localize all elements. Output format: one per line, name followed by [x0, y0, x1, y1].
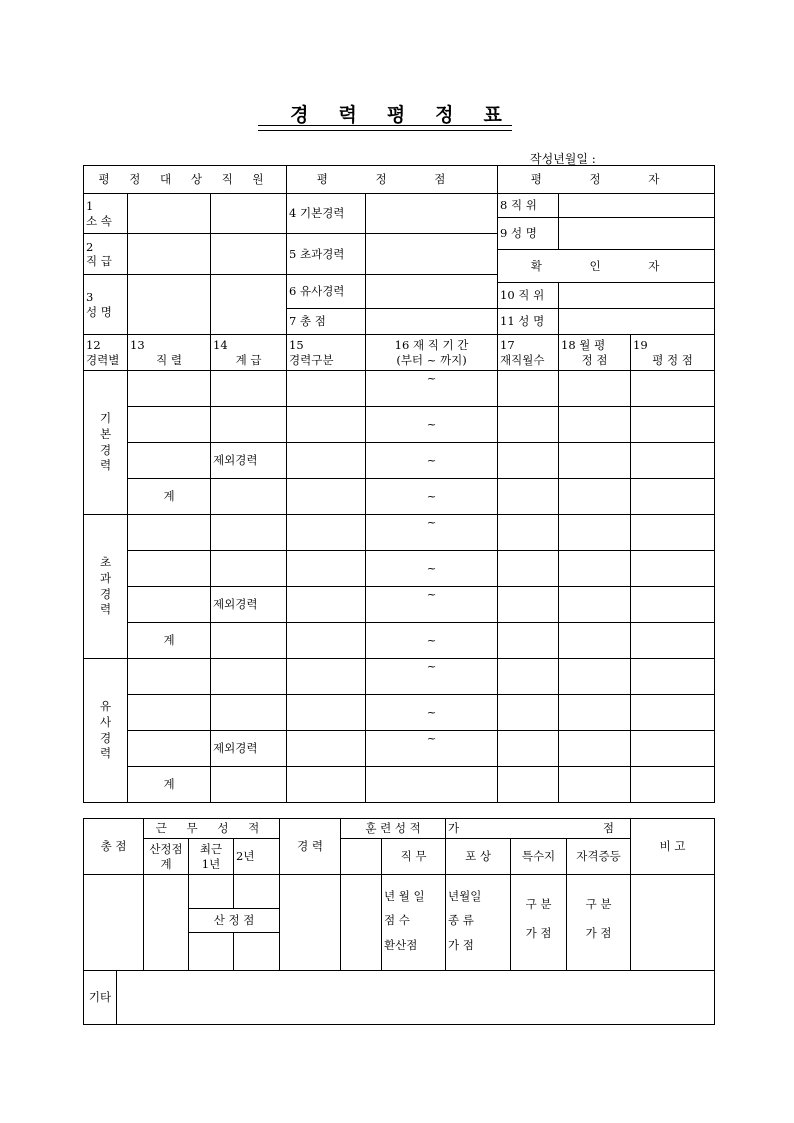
duty-detail: 년 월 일 점 수 환산점 — [382, 875, 446, 971]
training-label: 훈 련 성 적 — [341, 819, 446, 839]
field-grade: 2 직 급 — [84, 234, 128, 275]
cell[interactable] — [631, 443, 715, 479]
cell[interactable] — [287, 623, 366, 659]
period-tilde[interactable]: ~ — [366, 443, 498, 479]
cell[interactable] — [128, 443, 211, 479]
cell[interactable] — [287, 443, 366, 479]
cell[interactable] — [631, 371, 715, 407]
work-performance-label: 근 무 성 적 — [144, 819, 280, 839]
header-confirmer: 확 인 자 — [498, 250, 715, 283]
col-series: 13 직 렬 — [128, 335, 211, 371]
cell[interactable] — [559, 659, 631, 695]
cell[interactable] — [559, 767, 631, 803]
cell[interactable] — [128, 659, 211, 695]
cell[interactable] — [287, 659, 366, 695]
other-label: 기타 — [84, 971, 117, 1025]
cell[interactable] — [128, 371, 211, 407]
excluded-career-label: 제외경력 — [211, 587, 287, 623]
calc-score-label: 산 정 점 — [189, 909, 280, 933]
cell[interactable] — [631, 407, 715, 443]
total-value[interactable] — [84, 875, 144, 971]
cell[interactable] — [211, 371, 287, 407]
calc-score-total-label: 산정점 계 — [144, 839, 189, 875]
header-rater: 평 정 자 — [498, 166, 715, 194]
rater-position-value[interactable] — [559, 194, 715, 218]
cell[interactable] — [631, 479, 715, 515]
subtotal-label: 계 — [128, 767, 211, 803]
cell[interactable] — [211, 479, 287, 515]
cell[interactable] — [498, 659, 559, 695]
cell[interactable] — [498, 551, 559, 587]
grade-value-1[interactable] — [128, 234, 211, 275]
period-tilde[interactable]: ~ — [366, 695, 498, 731]
special-detail: 구 분 가 점 — [511, 875, 567, 971]
period-tilde[interactable]: ~ — [366, 551, 498, 587]
col-eval-score: 19 평 정 점 — [631, 335, 715, 371]
cell[interactable] — [498, 515, 559, 551]
cell[interactable] — [631, 623, 715, 659]
cell[interactable] — [287, 407, 366, 443]
cell[interactable] — [128, 731, 211, 767]
period-tilde[interactable]: ~ — [366, 479, 498, 515]
group-similar-career: 유 사 경 력 — [84, 659, 128, 803]
cell[interactable] — [631, 695, 715, 731]
col-service-period: 16 재 직 기 간 (부터 ~ 까지) — [366, 335, 498, 371]
name-value-2[interactable] — [211, 275, 287, 335]
cell[interactable] — [498, 371, 559, 407]
col-career-class: 15 경력구분 — [287, 335, 366, 371]
cell[interactable] — [631, 587, 715, 623]
field-affiliation: 1 소 속 — [84, 194, 128, 234]
field-confirmer-position: 10 직 위 — [498, 283, 559, 309]
field-rater-name: 9 성 명 — [498, 218, 559, 250]
cell[interactable] — [287, 371, 366, 407]
cell[interactable] — [128, 407, 211, 443]
cell[interactable] — [128, 587, 211, 623]
subtotal-label: 계 — [128, 479, 211, 515]
cell[interactable] — [211, 407, 287, 443]
cell[interactable] — [287, 515, 366, 551]
title-underline — [258, 125, 512, 131]
summary-table — [83, 818, 715, 1025]
cell[interactable] — [287, 479, 366, 515]
bonus-points-label: 가 점 — [446, 819, 631, 839]
cell[interactable] — [498, 407, 559, 443]
other-value[interactable] — [117, 971, 715, 1025]
recent-2yr-value[interactable] — [234, 875, 280, 909]
cell[interactable] — [211, 623, 287, 659]
award-detail: 년월일 종 류 가 점 — [446, 875, 511, 971]
field-confirmer-name: 11 성 명 — [498, 309, 559, 335]
career-evaluation-table — [83, 165, 715, 803]
cell[interactable] — [631, 731, 715, 767]
cell[interactable] — [631, 551, 715, 587]
cell[interactable] — [559, 371, 631, 407]
cell[interactable] — [631, 659, 715, 695]
affiliation-value-2[interactable] — [211, 194, 287, 234]
cell[interactable] — [631, 515, 715, 551]
col-rank: 14 계 급 — [211, 335, 287, 371]
confirmer-name-value[interactable] — [559, 309, 715, 335]
group-basic-career: 기 본 경 력 — [84, 371, 128, 515]
training-value[interactable] — [341, 875, 382, 971]
confirmer-position-value[interactable] — [559, 283, 715, 309]
excluded-career-label: 제외경력 — [211, 731, 287, 767]
remarks-label: 비 고 — [631, 819, 715, 875]
field-rater-position: 8 직 위 — [498, 194, 559, 218]
cell[interactable] — [211, 767, 287, 803]
period-tilde[interactable]: ~ — [366, 515, 498, 551]
col-service-months: 17 재직월수 — [498, 335, 559, 371]
cell[interactable] — [498, 443, 559, 479]
recent-1yr-value[interactable] — [189, 875, 234, 909]
cell[interactable] — [498, 479, 559, 515]
career-value[interactable] — [280, 875, 341, 971]
subtotal-label: 계 — [128, 623, 211, 659]
cell[interactable] — [128, 515, 211, 551]
affiliation-value-1[interactable] — [128, 194, 211, 234]
license-label: 자격증등 — [567, 839, 631, 875]
cell[interactable] — [211, 515, 287, 551]
cell[interactable] — [211, 551, 287, 587]
cell[interactable] — [631, 767, 715, 803]
grade-value-2[interactable] — [211, 234, 287, 275]
col-career-type: 12 경력별 — [84, 335, 128, 371]
duty-label: 직 무 — [382, 839, 446, 875]
career-label: 경 력 — [280, 819, 341, 875]
name-value-1[interactable] — [128, 275, 211, 335]
cell[interactable] — [498, 695, 559, 731]
cell[interactable] — [287, 731, 366, 767]
license-detail: 구 분 가 점 — [567, 875, 631, 971]
cell[interactable] — [498, 623, 559, 659]
cell[interactable] — [559, 587, 631, 623]
cell[interactable] — [559, 551, 631, 587]
group-excess-career: 초 과 경 력 — [84, 515, 128, 659]
summary-total-label: 총 점 — [84, 819, 144, 875]
page-title: 경 력 평 정 표 — [290, 104, 504, 126]
date-label: 작성년월일 : — [530, 152, 596, 166]
basic-career-value[interactable] — [366, 194, 498, 234]
field-excess-career: 5 초과경력 — [287, 234, 366, 275]
cell[interactable] — [287, 587, 366, 623]
cell[interactable] — [559, 407, 631, 443]
cell[interactable] — [559, 695, 631, 731]
cell[interactable] — [559, 443, 631, 479]
cell[interactable] — [366, 767, 498, 803]
remarks-value[interactable] — [631, 875, 715, 971]
calc-total-value[interactable] — [144, 875, 189, 971]
calc-score-value-2[interactable] — [234, 933, 280, 971]
cell[interactable] — [287, 767, 366, 803]
special-region-label: 특수지 — [511, 839, 567, 875]
cell[interactable] — [559, 479, 631, 515]
field-basic-career: 4 기본경력 — [287, 194, 366, 234]
cell[interactable] — [498, 731, 559, 767]
cell[interactable] — [287, 551, 366, 587]
cell[interactable] — [559, 731, 631, 767]
period-tilde[interactable]: ~ — [366, 371, 498, 407]
header-score: 평 정 점 — [287, 166, 498, 194]
excluded-career-label: 제외경력 — [211, 443, 287, 479]
field-total-score: 7 총 점 — [287, 309, 366, 335]
cell[interactable] — [128, 551, 211, 587]
recent-2yr-label: 2년 — [234, 839, 280, 875]
period-tilde[interactable]: ~ — [366, 659, 498, 695]
award-label: 포 상 — [446, 839, 511, 875]
cell[interactable] — [211, 695, 287, 731]
cell[interactable] — [211, 659, 287, 695]
col-monthly-score: 18 월 평 정 점 — [559, 335, 631, 371]
cell[interactable] — [559, 515, 631, 551]
total-score-value[interactable] — [366, 309, 498, 335]
cell[interactable] — [287, 695, 366, 731]
cell[interactable] — [559, 623, 631, 659]
period-tilde[interactable]: ~ — [366, 407, 498, 443]
recent-1yr-label: 최근 1년 — [189, 839, 234, 875]
rater-name-value[interactable] — [559, 218, 715, 250]
period-tilde[interactable]: ~ — [366, 731, 498, 767]
similar-career-value[interactable] — [366, 275, 498, 309]
period-tilde[interactable]: ~ — [366, 623, 498, 659]
cell[interactable] — [498, 767, 559, 803]
calc-score-value-1[interactable] — [189, 933, 234, 971]
excess-career-value[interactable] — [366, 234, 498, 275]
cell[interactable] — [128, 695, 211, 731]
header-target: 평 정 대 상 직 원 — [84, 166, 287, 194]
training-blank[interactable] — [341, 839, 382, 875]
period-tilde[interactable]: ~ — [366, 587, 498, 623]
cell[interactable] — [498, 587, 559, 623]
field-similar-career: 6 유사경력 — [287, 275, 366, 309]
field-name: 3 성 명 — [84, 275, 128, 335]
